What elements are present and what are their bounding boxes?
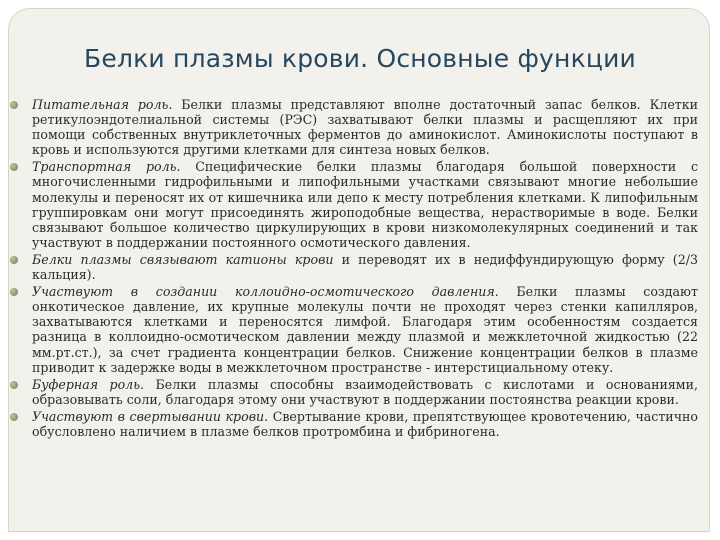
item-text: Свертывание крови, препятствующее кровотечению, частично обусловлено наличием в плазме белков протромбина и фибриногена.	[32, 408, 698, 439]
item-lead: Питательная роль.	[32, 97, 173, 112]
item-lead: Белки плазмы связывают катионы крови	[32, 251, 334, 267]
item-text: Белки плазмы создают онкотическое давление, их крупные молекулы почти не проходят через стенки капилляров, захватываются клетками и переносятся лимфой. Благодаря этим особенностям создается разница в коллоидно-осмотическом давлении между плазмой и межклеточной жидкостью (22 мм.рт.ст.), за счет градиента концентрации белков. Снижение концентрации белков в плазме приводит к задержке воды в межклеточном пространстве - интерстициальному отеку.	[32, 284, 698, 375]
list-item	[8, 252, 698, 282]
list-item	[8, 159, 698, 250]
list-item	[8, 97, 698, 157]
bullet-icon	[10, 413, 18, 421]
bullet-icon	[10, 288, 18, 296]
item-text: Белки плазмы представляют вполне достаточный запас белков. Клетки ретикулоэндотелиальной системы (РЭС) захватывают белки плазмы и расщепляют их при помощи собственных внутриклеточных ферментов до аминокислот. Аминокислоты поступают в кровь и используются другими клетками для синтеза новых белков.	[32, 97, 699, 158]
slide-title: Белки плазмы крови. Основные функции	[84, 44, 636, 73]
bullet-list	[8, 97, 698, 441]
item-lead: Транспортная роль.	[32, 159, 181, 175]
item-lead: Участвуют в создании коллоидно-осмотического давления.	[32, 284, 499, 300]
list-item	[8, 409, 698, 439]
item-text: Специфические белки плазмы благодаря большой поверхности с многочисленными гидрофильными и липофильными участками связывают многие небольшие молекулы и переносят их от кишечника или депо к месту потребления клетками. К липофильным группировкам они могут присоединять жироподобные вещества, нерастворимые в воде. Белки связывают большое количество циркулирующих в крови низкомолекулярных соединений и так участвуют в поддержании постоянного осмотического давления.	[32, 159, 698, 250]
bullet-icon	[10, 381, 18, 389]
list-item	[8, 377, 698, 407]
item-text: и переводят их в недиффундирующую форму (2/3 кальция).	[32, 251, 698, 283]
bullet-icon	[10, 101, 18, 109]
bullet-icon	[10, 256, 18, 264]
item-text: Белки плазмы способны взаимодействовать с кислотами и основаниями, образовывать соли, благодаря этому они участвуют в поддержании постоянства реакции крови.	[32, 376, 698, 407]
list-item	[8, 284, 698, 375]
bullet-icon	[10, 163, 18, 171]
item-lead: Участвуют в свертывании крови.	[32, 408, 269, 424]
item-lead: Буферная роль.	[32, 376, 145, 392]
